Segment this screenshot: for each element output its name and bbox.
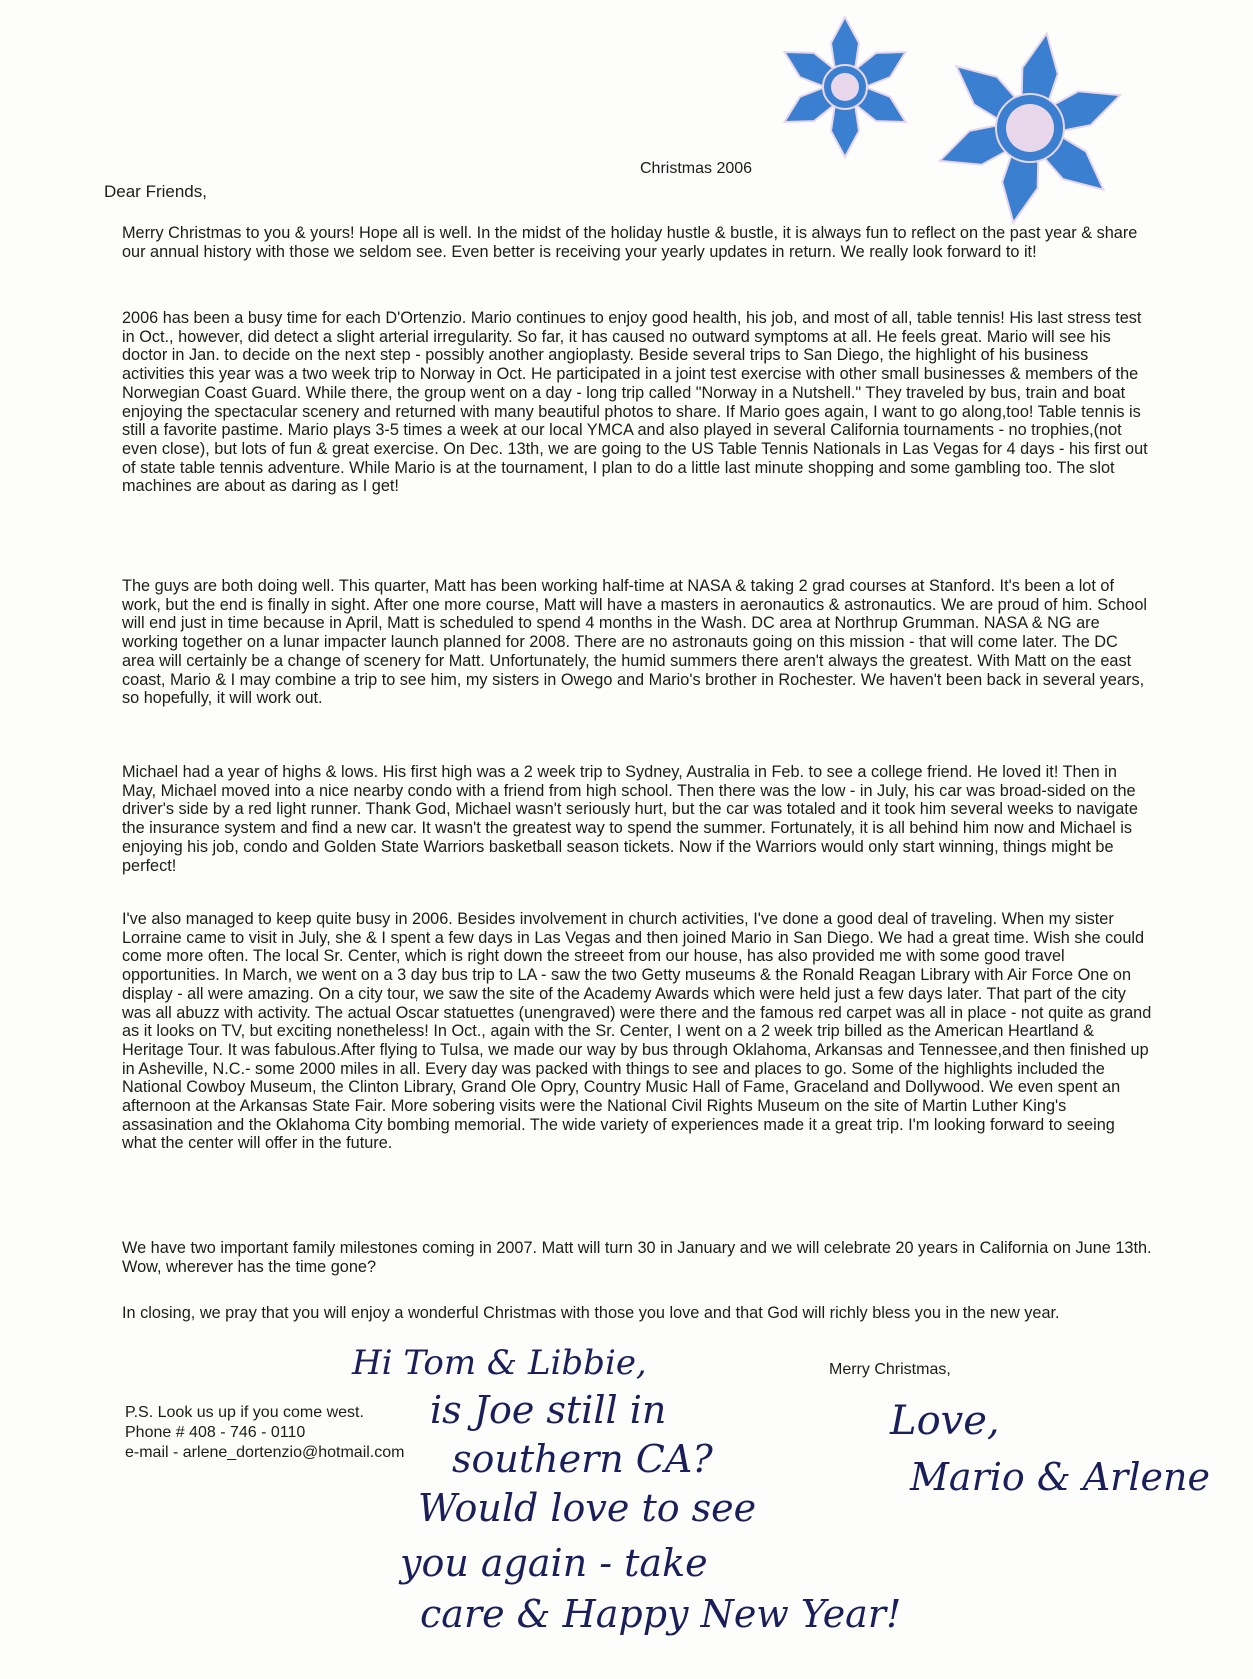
paragraph-matt: The guys are both doing well. This quarter, Matt has been working half-time at NASA & taking 2 grad courses at Stanford. It's been a lot of work, but the end is finally in sight. After one more course, Matt will have a masters in aeronautics & astronautics. We are proud of him. School will end just in time because in April, Matt is scheduled to spend 4 months in the Wash. DC area at Northrup Grumman. NASA & NG are working together on a lunar impacter launch planned for 2008. There are no astronauts going on this mission - that will come later. The DC area will certainly be a change of scenery for Matt. Unfortunately, the humid summers there aren't always the greatest. With Matt on the east coast, Mario & I may combine a trip to see him, my sisters in Owego and Mario's brother in Rochester. We haven't been back in several years, so hopefully, it will work out. — [122, 577, 1148, 708]
paragraph-arlene: I've also managed to keep quite busy in 2006. Besides involvement in church activities, I've done a good deal of traveling. When my sister Lorraine came to visit in July, she & I spent a few days in Las Vegas and then joined Mario in San Diego. We had a great time. Wish she could come more often. The local Sr. Center, which is right down the streeet from our house, has also provided me with some good travel opportunities. In March, we went on a 3 day bus trip to LA - saw the two Getty museums & the Ronald Reagan Library with Air Force One on display - all were amazing. On a city tour, we saw the site of the Academy Awards which were held just a few days later. That part of the city was all abuzz with activity. The actual Oscar statuettes (unengraved) were there and the famous red carpet was all in place - not quite as grand as it looks on TV, but exciting nonetheless! In Oct., again with the Sr. Center, I went on a 2 week trip billed as the American Heartland & Heritage Tour. It was fabulous.After flying to Tulsa, we made our way by bus through Oklahoma, Arkansas and Tennessee,and then finished up in Asheville, N.C.- some 2000 miles in all. Every day was packed with things to see and places to go. Some of the highlights included the National Cowboy Museum, the Clinton Library, Grand Ole Opry, Country Music Hall of Fame, Graceland and Dollywood. We even spent an afternoon at the Arkansas State Fair. More sobering visits were the National Civil Rights Museum on the site of Martin Luther King's assasination and the Oklahoma City bombing memorial. The wide variety of experiences made it a great trip. I'm looking forward to seeing what the center will offer in the future. — [122, 910, 1152, 1153]
paragraph-closing: In closing, we pray that you will enjoy a wonderful Christmas with those you love and that God will richly bless you in the new year. — [122, 1304, 1060, 1322]
postscript — [125, 1403, 404, 1463]
paragraph-milestones: We have two important family milestones coming in 2007. Matt will turn 30 in January and we will celebrate 20 years in California on June 13th. Wow, wherever has the time gone? — [122, 1239, 1152, 1276]
handwritten-note-line: southern CA? — [452, 1437, 713, 1481]
paragraph-intro: Merry Christmas to you & yours! Hope all is well. In the midst of the holiday hustle & bustle, it is always fun to reflect on the past year & share our annual history with those we seldom see. Even better is receiving your yearly updates in return. We really look forward to it! — [122, 224, 1138, 261]
ps-line: P.S. Look us up if you come west. — [125, 1404, 364, 1421]
paragraph-mario: 2006 has been a busy time for each D'Ortenzio. Mario continues to enjoy good health, his job, and most of all, table tennis! His last stress test in Oct., however, did detect a slight arterial irregularity. So far, it has caused no outward symptoms at all. He feels great. Mario will see his doctor in Jan. to decide on the next step - possibly another angioplasty. Beside several trips to San Diego, the highlight of his business activities this year was a two week trip to Norway in Oct. He participated in a joint test exercise with other small businesses & members of the Norwegian Coast Guard. While there, the group went on a day - long trip called "Norway in a Nutshell." They traveled by bus, train and boat enjoying the spectacular scenery and returned with many beautiful photos to share. If Mario goes again, I want to go along,too! Table tennis is still a favorite pastime. Mario plays 3-5 times a week at our local YMCA and also played in several California tournaments - no trophies,(not even close), but lots of fun & great exercise. On Dec. 13th, we are going to the US Table Tennis Nationals in Las Vegas for 4 days - his first out of state table tennis adventure. While Mario is at the tournament, I plan to do a little last minute shopping and some gambling too. The slot machines are about as daring as I get! — [122, 309, 1148, 496]
handwritten-signature-names: Mario & Arlene — [910, 1455, 1210, 1499]
handwritten-note-line: you again - take — [400, 1541, 708, 1585]
salutation: Dear Friends, — [104, 182, 207, 201]
handwritten-note-line: care & Happy New Year! — [420, 1592, 902, 1636]
phone-number: Phone # 408 - 746 - 0110 — [125, 1424, 306, 1441]
handwritten-signature-love: Love, — [890, 1398, 1000, 1444]
handwritten-note-line: is Joe still in — [430, 1388, 667, 1432]
handwritten-note-line: Would love to see — [418, 1486, 757, 1530]
email-address: e-mail - arlene_dortenzio@hotmail.com — [125, 1444, 405, 1461]
snowflake-large-icon — [925, 28, 1135, 228]
closing-text: Merry Christmas, — [829, 1361, 951, 1378]
snowflake-small-icon — [770, 12, 920, 162]
letter-date: Christmas 2006 — [640, 160, 753, 177]
handwritten-note-line: Hi Tom & Libbie, — [352, 1343, 647, 1383]
paragraph-michael: Michael had a year of highs & lows. His first high was a 2 week trip to Sydney, Australia in Feb. to see a college friend. He loved it! Then in May, Michael moved into a nice nearby condo with a friend from high school. Then there was the low - in July, his car was broad-sided on the driver's side by a red light runner. Thank God, Michael wasn't seriously hurt, but the car was totaled and it took him several weeks to navigate the insurance system and find a new car. It wasn't the greatest way to spend the summer. Fortunately, it is all behind him now and Michael is enjoying his job, condo and Golden State Warriors basketball season tickets. Now if the Warriors would only start winning, things might be perfect! — [122, 763, 1138, 875]
